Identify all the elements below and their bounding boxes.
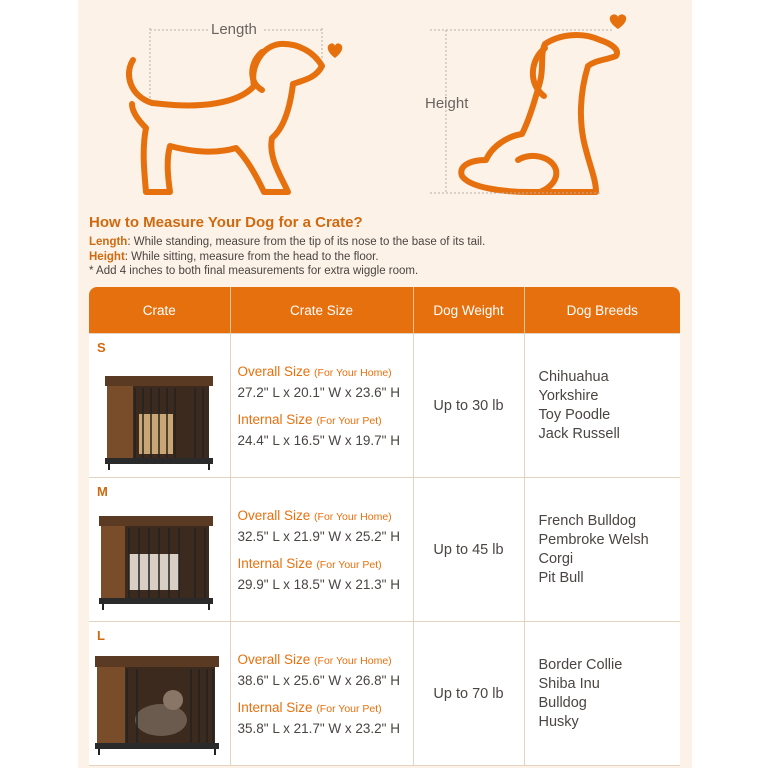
length-label: Length <box>211 21 257 38</box>
instructions-title: How to Measure Your Dog for a Crate? <box>89 214 363 231</box>
breed-item: Jack Russell <box>538 425 620 442</box>
crate-medium-image <box>95 498 219 616</box>
overall-size-label: Overall Size <box>237 507 311 523</box>
heart-icon <box>328 43 343 58</box>
header-dog-weight: Dog Weight <box>413 287 524 334</box>
breed-item: French Bulldog <box>538 512 637 529</box>
breed-item: Pit Bull <box>538 569 584 586</box>
measurement-diagram <box>0 0 768 210</box>
crate-size-cell <box>230 334 413 478</box>
breed-item: Corgi <box>538 550 574 567</box>
crate-size-cell <box>230 478 413 622</box>
dog-weight-cell: Up to 30 lb <box>413 334 524 478</box>
internal-size-label: Internal Size <box>237 555 313 571</box>
length-term: Length <box>89 236 128 248</box>
extra-room-note: * Add 4 inches to both final measurements for extra wiggle room. <box>89 265 419 277</box>
height-text: : While sitting, measure from the head to the floor. <box>124 250 379 263</box>
standing-dog-icon <box>129 44 322 192</box>
table-row <box>89 622 680 766</box>
table-header-row <box>89 287 680 334</box>
internal-size-sub: (For Your Pet) <box>316 414 382 427</box>
sitting-dog-icon <box>461 35 617 192</box>
breed-item: Bulldog <box>538 694 587 711</box>
dog-breeds-cell <box>524 334 680 478</box>
internal-size-sub: (For Your Pet) <box>316 558 382 571</box>
length-text: : While standing, measure from the tip of its nose to the base of its tail. <box>127 236 486 248</box>
overall-size-label: Overall Size <box>237 651 311 667</box>
crate-large-image <box>95 642 219 760</box>
dog-weight-cell: Up to 70 lb <box>413 622 524 766</box>
crate-cell <box>89 334 230 478</box>
breed-item: Chihuahua <box>538 368 609 385</box>
crate-cell <box>89 478 230 622</box>
overall-size-value: 32.5" L x 21.9" W x 25.2" H <box>237 528 400 544</box>
internal-size-value: 29.9" L x 18.5" W x 21.3" H <box>237 576 400 592</box>
internal-size-label: Internal Size <box>237 699 313 715</box>
crate-small-image <box>95 354 219 472</box>
header-crate: Crate <box>89 287 230 334</box>
size-letter: S <box>97 340 106 355</box>
internal-size-sub: (For Your Pet) <box>316 702 382 715</box>
crate-cell <box>89 622 230 766</box>
breed-item: Husky <box>538 713 579 730</box>
breed-item: Shiba Inu <box>538 675 600 692</box>
dog-breeds-cell <box>524 622 680 766</box>
breed-item: Pembroke Welsh <box>538 531 649 548</box>
overall-size-sub: (For Your Home) <box>314 510 392 523</box>
internal-size-value: 35.8" L x 21.7" W x 23.2" H <box>237 720 400 736</box>
table-row <box>89 478 680 622</box>
size-letter: L <box>97 628 105 643</box>
height-term: Height <box>89 250 125 263</box>
overall-size-value: 38.6" L x 25.6" W x 26.8" H <box>237 672 400 688</box>
breed-item: Toy Poodle <box>538 406 611 423</box>
overall-size-sub: (For Your Home) <box>314 366 392 379</box>
instructions-notes <box>89 235 485 279</box>
overall-size-value: 27.2" L x 20.1" W x 23.6" H <box>237 384 400 400</box>
crate-size-cell <box>230 622 413 766</box>
internal-size-label: Internal Size <box>237 411 313 427</box>
crate-size-table <box>89 287 680 766</box>
overall-size-sub: (For Your Home) <box>314 654 392 667</box>
breed-item: Border Collie <box>538 656 623 673</box>
height-label: Height <box>425 95 469 112</box>
header-dog-breeds: Dog Breeds <box>524 287 680 334</box>
size-letter: M <box>97 484 108 499</box>
overall-size-label: Overall Size <box>237 363 311 379</box>
internal-size-value: 24.4" L x 16.5" W x 19.7" H <box>237 432 400 448</box>
dog-breeds-cell <box>524 478 680 622</box>
header-crate-size: Crate Size <box>230 287 413 334</box>
breed-item: Yorkshire <box>538 387 599 404</box>
dog-weight-cell: Up to 45 lb <box>413 478 524 622</box>
table-row <box>89 334 680 478</box>
heart-icon <box>610 14 626 29</box>
